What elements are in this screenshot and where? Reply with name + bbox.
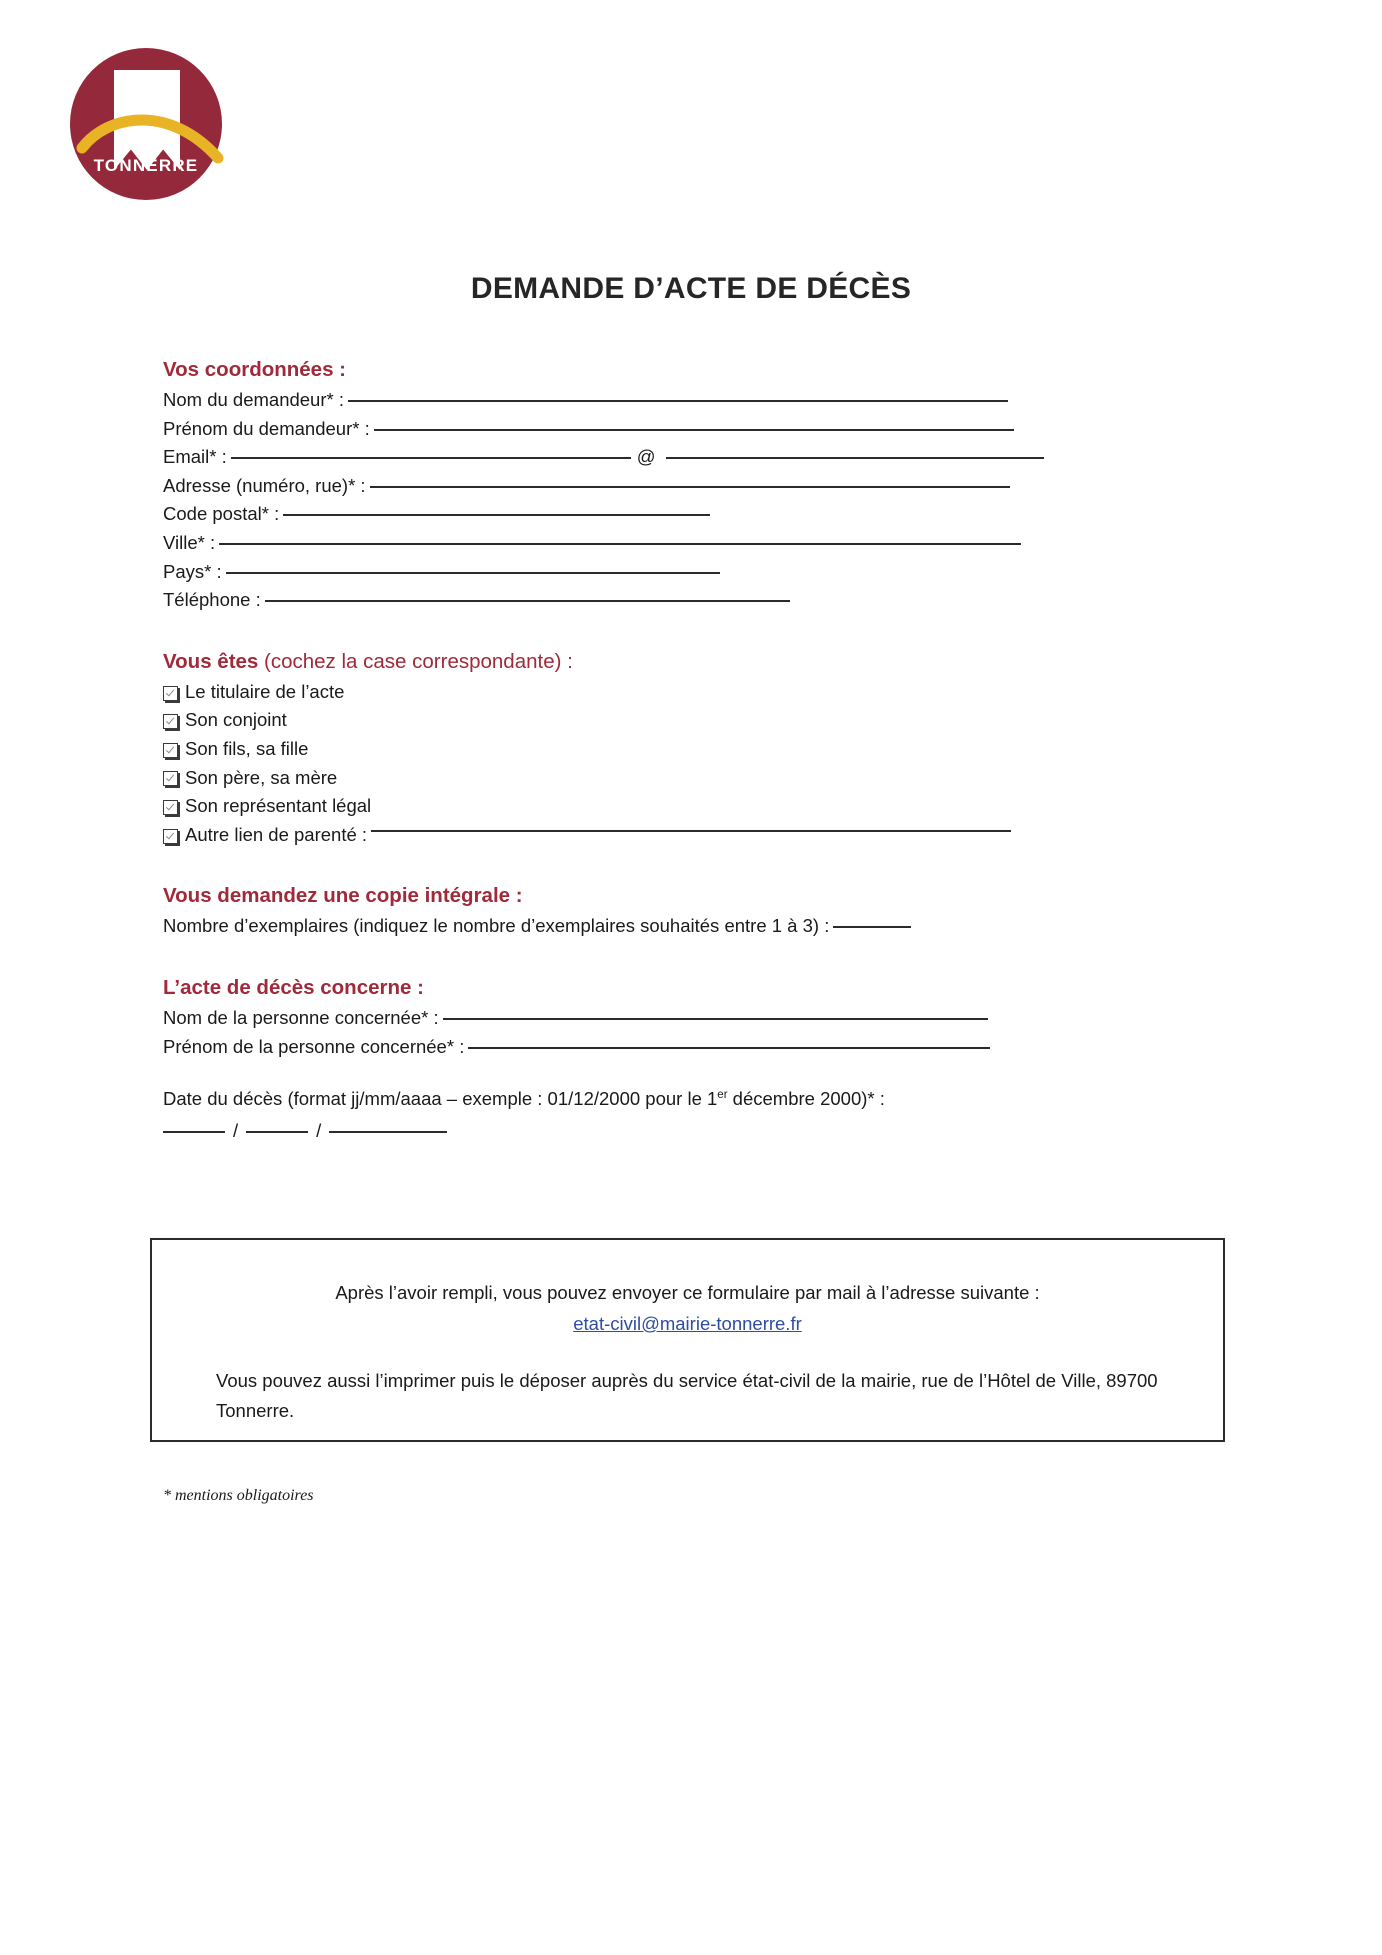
field-nom-demandeur <box>163 386 1233 415</box>
at-sign-icon: @ <box>636 446 656 468</box>
field-input-rule[interactable] <box>443 1018 988 1020</box>
logo-town-name: TONNERRE <box>93 156 199 175</box>
section-heading-contact: Vos coordonnées : <box>163 358 347 381</box>
email-local-rule[interactable] <box>231 457 631 459</box>
field-label: Téléphone : <box>163 589 261 611</box>
date-label-part1: Date du décès (format jj/mm/aaaa – exemple : 01/12/2000 pour le 1 <box>163 1088 718 1110</box>
field-input-rule[interactable] <box>833 926 911 928</box>
field-label: Nombre d’exemplaires (indiquez le nombre d’exemplaires souhaités entre 1 à 3) : <box>163 915 830 937</box>
field-label: Adresse (numéro, rue)* : <box>163 474 366 496</box>
checkbox-label: Le titulaire de l’acte <box>185 680 345 702</box>
section-heading-bold: Vous êtes <box>163 649 259 673</box>
checkbox-option-representant-legal[interactable] <box>163 792 1233 821</box>
checkbox-icon[interactable] <box>163 771 178 786</box>
autre-lien-input-rule[interactable] <box>371 830 1011 832</box>
date-label-part2: décembre 2000)* : <box>727 1088 885 1110</box>
field-prenom-personne-concernee <box>163 1033 1233 1062</box>
form-content <box>163 355 1233 1148</box>
field-input-rule[interactable] <box>370 486 1010 488</box>
checkbox-icon[interactable] <box>163 714 178 729</box>
date-year-rule[interactable] <box>329 1131 447 1133</box>
field-nombre-exemplaires <box>163 912 1233 941</box>
section-heading-deceased: L’acte de décès concerne : <box>163 975 424 999</box>
checkbox-label: Autre lien de parenté : <box>185 823 368 845</box>
field-input-rule[interactable] <box>226 572 720 574</box>
checkbox-label: Son représentant légal <box>185 795 372 817</box>
field-email <box>163 443 1233 472</box>
field-input-rule[interactable] <box>219 543 1021 545</box>
field-label: Nom de la personne concernée* : <box>163 1006 439 1028</box>
checkbox-option-titulaire[interactable] <box>163 678 1233 707</box>
date-deces-inputs <box>163 1114 1233 1148</box>
field-pays <box>163 558 1233 587</box>
email-domain-rule[interactable] <box>666 457 1044 459</box>
section-heading-rest: (cochez la case correspondante) : <box>258 649 573 673</box>
field-label: Prénom de la personne concernée* : <box>163 1035 465 1057</box>
checkbox-option-autre-lien[interactable] <box>163 821 1233 850</box>
checkbox-option-pere-mere[interactable] <box>163 764 1233 793</box>
section-heading-copies: Vous demandez une copie intégrale : <box>163 884 523 908</box>
field-label: Ville* : <box>163 531 216 553</box>
checkbox-icon[interactable] <box>163 800 178 815</box>
field-prenom-demandeur <box>163 415 1233 444</box>
checkbox-label: Son fils, sa fille <box>185 737 309 759</box>
field-nom-personne-concernee <box>163 1004 1233 1033</box>
field-input-rule[interactable] <box>348 400 1008 402</box>
checkbox-option-conjoint[interactable] <box>163 706 1233 735</box>
field-telephone <box>163 586 1233 615</box>
field-label: Nom du demandeur* : <box>163 389 344 410</box>
field-label: Code postal* : <box>163 503 280 525</box>
checkbox-icon[interactable] <box>163 686 178 701</box>
field-input-rule[interactable] <box>374 429 1014 431</box>
date-day-rule[interactable] <box>163 1131 225 1133</box>
field-input-rule[interactable] <box>265 600 790 602</box>
date-separator-2: / <box>316 1119 322 1141</box>
date-separator-1: / <box>233 1119 239 1141</box>
notice-paragraph: Vous pouvez aussi l’imprimer puis le déposer auprès du service état-civil de la mairie, rue de l’Hôtel de Ville, 89700 Tonnerre. <box>216 1370 1158 1421</box>
notice-line-1: Après l’avoir rempli, vous pouvez envoyer ce formulaire par mail à l’adresse suivante : <box>335 1282 1040 1303</box>
footnote-mentions-obligatoires: * mentions obligatoires <box>163 1487 314 1504</box>
notice-inner <box>152 1240 1223 1426</box>
date-label-superscript: er <box>717 1088 728 1101</box>
field-label: Prénom du demandeur* : <box>163 417 370 439</box>
field-input-rule[interactable] <box>468 1047 990 1049</box>
page-title: DEMANDE D’ACTE DE DÉCÈS <box>470 272 912 305</box>
date-deces-label <box>163 1085 1233 1114</box>
field-code-postal <box>163 500 1233 529</box>
notice-email-link[interactable]: etat-civil@mairie-tonnerre.fr <box>573 1313 802 1334</box>
notice-box <box>150 1238 1225 1442</box>
field-label: Pays* : <box>163 560 222 582</box>
checkbox-label: Son père, sa mère <box>185 766 338 788</box>
field-ville <box>163 529 1233 558</box>
checkbox-label: Son conjoint <box>185 709 287 731</box>
section-heading-relationship <box>163 647 1233 677</box>
field-label: Email* : <box>163 446 227 468</box>
checkbox-icon[interactable] <box>163 829 178 844</box>
tonnerre-logo <box>70 48 222 200</box>
date-month-rule[interactable] <box>246 1131 308 1133</box>
checkbox-option-fils-fille[interactable] <box>163 735 1233 764</box>
checkbox-icon[interactable] <box>163 743 178 758</box>
field-input-rule[interactable] <box>283 514 710 516</box>
field-adresse <box>163 472 1233 501</box>
